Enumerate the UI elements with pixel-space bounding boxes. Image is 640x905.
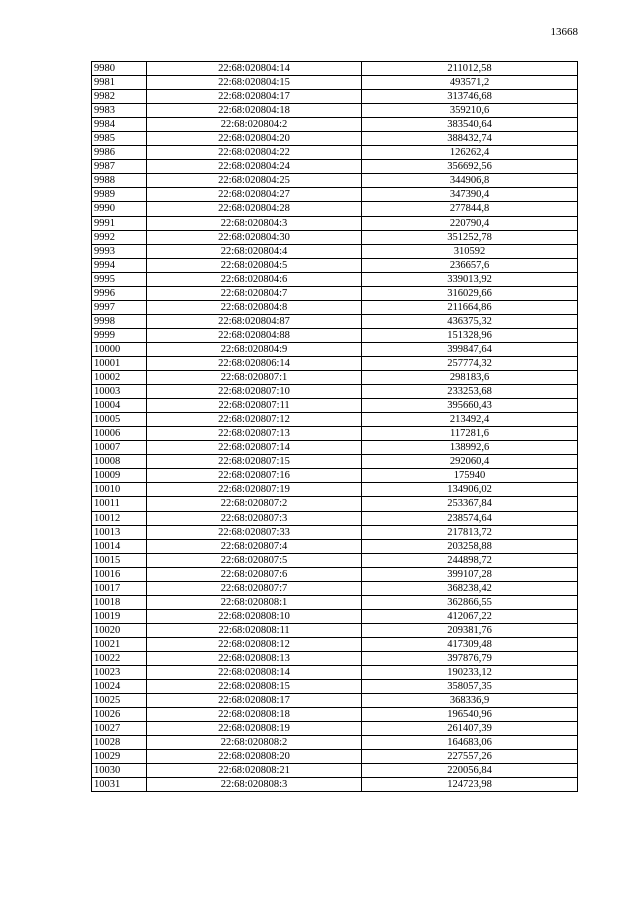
cadastral-value-cell: 436375,32 (362, 314, 578, 328)
row-number-cell: 10010 (92, 483, 147, 497)
cadastral-value-cell: 244898,72 (362, 553, 578, 567)
cadastral-value-cell: 236657,6 (362, 258, 578, 272)
cadastral-number-cell: 22:68:020807:11 (147, 399, 362, 413)
table-row (92, 694, 578, 708)
cadastral-number-cell: 22:68:020808:12 (147, 637, 362, 651)
row-number-cell: 10021 (92, 637, 147, 651)
table-row (92, 230, 578, 244)
cadastral-number-cell: 22:68:020807:15 (147, 455, 362, 469)
table-row (92, 455, 578, 469)
cadastral-value-cell: 368238,42 (362, 581, 578, 595)
cadastral-value-cell: 388432,74 (362, 132, 578, 146)
cadastral-value-cell: 203258,88 (362, 539, 578, 553)
table-row (92, 328, 578, 342)
cadastral-value-cell: 211664,86 (362, 300, 578, 314)
cadastral-value-cell: 175940 (362, 469, 578, 483)
cadastral-number-cell: 22:68:020808:14 (147, 666, 362, 680)
row-number-cell: 10007 (92, 441, 147, 455)
cadastral-value-cell: 358057,35 (362, 680, 578, 694)
table-row (92, 118, 578, 132)
cadastral-value-cell: 151328,96 (362, 328, 578, 342)
table-body (92, 62, 578, 792)
table-row (92, 300, 578, 314)
cadastral-number-cell: 22:68:020804:14 (147, 62, 362, 76)
row-number-cell: 10024 (92, 680, 147, 694)
cadastral-number-cell: 22:68:020804:5 (147, 258, 362, 272)
cadastral-number-cell: 22:68:020808:10 (147, 609, 362, 623)
row-number-cell: 9989 (92, 188, 147, 202)
cadastral-number-cell: 22:68:020808:21 (147, 764, 362, 778)
cadastral-value-cell: 257774,32 (362, 356, 578, 370)
cadastral-value-cell: 227557,26 (362, 750, 578, 764)
cadastral-number-cell: 22:68:020807:14 (147, 441, 362, 455)
table-row (92, 497, 578, 511)
table-row (92, 202, 578, 216)
row-number-cell: 10014 (92, 539, 147, 553)
cadastral-value-cell: 399107,28 (362, 567, 578, 581)
table-row (92, 174, 578, 188)
table-row (92, 736, 578, 750)
cadastral-number-cell: 22:68:020807:3 (147, 511, 362, 525)
row-number-cell: 10023 (92, 666, 147, 680)
cadastral-number-cell: 22:68:020807:13 (147, 427, 362, 441)
cadastral-value-table (91, 61, 578, 792)
row-number-cell: 10011 (92, 497, 147, 511)
table-row (92, 356, 578, 370)
cadastral-value-cell: 261407,39 (362, 722, 578, 736)
cadastral-value-cell: 117281,6 (362, 427, 578, 441)
cadastral-value-cell: 238574,64 (362, 511, 578, 525)
cadastral-value-cell: 368336,9 (362, 694, 578, 708)
table-row (92, 413, 578, 427)
table-row (92, 342, 578, 356)
cadastral-number-cell: 22:68:020808:2 (147, 736, 362, 750)
cadastral-value-cell: 253367,84 (362, 497, 578, 511)
cadastral-number-cell: 22:68:020804:7 (147, 286, 362, 300)
table-row (92, 314, 578, 328)
cadastral-number-cell: 22:68:020808:15 (147, 680, 362, 694)
row-number-cell: 10006 (92, 427, 147, 441)
table-row (92, 132, 578, 146)
table-row (92, 750, 578, 764)
cadastral-value-cell: 362866,55 (362, 595, 578, 609)
row-number-cell: 9984 (92, 118, 147, 132)
row-number-cell: 10016 (92, 567, 147, 581)
cadastral-value-cell: 196540,96 (362, 708, 578, 722)
cadastral-value-cell: 356692,56 (362, 160, 578, 174)
row-number-cell: 10000 (92, 342, 147, 356)
table-row (92, 651, 578, 665)
table-row (92, 188, 578, 202)
cadastral-number-cell: 22:68:020808:3 (147, 778, 362, 792)
cadastral-number-cell: 22:68:020804:88 (147, 328, 362, 342)
row-number-cell: 9983 (92, 104, 147, 118)
cadastral-value-cell: 220790,4 (362, 216, 578, 230)
row-number-cell: 10015 (92, 553, 147, 567)
cadastral-value-cell: 339013,92 (362, 272, 578, 286)
row-number-cell: 10019 (92, 609, 147, 623)
row-number-cell: 10018 (92, 595, 147, 609)
row-number-cell: 9980 (92, 62, 147, 76)
cadastral-number-cell: 22:68:020807:4 (147, 539, 362, 553)
table-row (92, 666, 578, 680)
cadastral-number-cell: 22:68:020807:5 (147, 553, 362, 567)
cadastral-number-cell: 22:68:020808:17 (147, 694, 362, 708)
table-row (92, 483, 578, 497)
table-row (92, 160, 578, 174)
cadastral-number-cell: 22:68:020808:19 (147, 722, 362, 736)
row-number-cell: 9993 (92, 244, 147, 258)
cadastral-value-cell: 397876,79 (362, 651, 578, 665)
table-row (92, 385, 578, 399)
cadastral-number-cell: 22:68:020804:3 (147, 216, 362, 230)
cadastral-number-cell: 22:68:020804:4 (147, 244, 362, 258)
cadastral-value-cell: 124723,98 (362, 778, 578, 792)
row-number-cell: 10004 (92, 399, 147, 413)
row-number-cell: 9994 (92, 258, 147, 272)
table-row (92, 286, 578, 300)
table-row (92, 539, 578, 553)
cadastral-number-cell: 22:68:020807:6 (147, 567, 362, 581)
row-number-cell: 10025 (92, 694, 147, 708)
row-number-cell: 10027 (92, 722, 147, 736)
cadastral-value-cell: 134906,02 (362, 483, 578, 497)
cadastral-value-cell: 209381,76 (362, 623, 578, 637)
cadastral-number-cell: 22:68:020804:17 (147, 90, 362, 104)
row-number-cell: 9991 (92, 216, 147, 230)
cadastral-number-cell: 22:68:020808:20 (147, 750, 362, 764)
cadastral-value-cell: 277844,8 (362, 202, 578, 216)
cadastral-number-cell: 22:68:020807:2 (147, 497, 362, 511)
row-number-cell: 10028 (92, 736, 147, 750)
cadastral-number-cell: 22:68:020807:7 (147, 581, 362, 595)
table-row (92, 62, 578, 76)
cadastral-number-cell: 22:68:020808:11 (147, 623, 362, 637)
table-row (92, 609, 578, 623)
table-row (92, 680, 578, 694)
row-number-cell: 10026 (92, 708, 147, 722)
row-number-cell: 9990 (92, 202, 147, 216)
cadastral-number-cell: 22:68:020804:28 (147, 202, 362, 216)
row-number-cell: 10022 (92, 651, 147, 665)
cadastral-number-cell: 22:68:020807:10 (147, 385, 362, 399)
table-row (92, 637, 578, 651)
cadastral-value-cell: 344906,8 (362, 174, 578, 188)
cadastral-value-cell: 298183,6 (362, 371, 578, 385)
cadastral-number-cell: 22:68:020804:6 (147, 272, 362, 286)
row-number-cell: 9992 (92, 230, 147, 244)
cadastral-value-cell: 417309,48 (362, 637, 578, 651)
row-number-cell: 10013 (92, 525, 147, 539)
table-row (92, 90, 578, 104)
table-row (92, 722, 578, 736)
cadastral-value-cell: 126262,4 (362, 146, 578, 160)
row-number-cell: 10008 (92, 455, 147, 469)
table-row (92, 623, 578, 637)
cadastral-value-cell: 412067,22 (362, 609, 578, 623)
cadastral-number-cell: 22:68:020804:24 (147, 160, 362, 174)
row-number-cell: 9985 (92, 132, 147, 146)
row-number-cell: 9982 (92, 90, 147, 104)
row-number-cell: 9999 (92, 328, 147, 342)
cadastral-value-cell: 190233,12 (362, 666, 578, 680)
table-row (92, 595, 578, 609)
table-row (92, 76, 578, 90)
table-row (92, 553, 578, 567)
cadastral-number-cell: 22:68:020807:33 (147, 525, 362, 539)
row-number-cell: 9998 (92, 314, 147, 328)
cadastral-number-cell: 22:68:020808:1 (147, 595, 362, 609)
table-row (92, 146, 578, 160)
cadastral-number-cell: 22:68:020807:1 (147, 371, 362, 385)
cadastral-number-cell: 22:68:020804:2 (147, 118, 362, 132)
cadastral-value-cell: 313746,68 (362, 90, 578, 104)
cadastral-number-cell: 22:68:020804:18 (147, 104, 362, 118)
table-row (92, 708, 578, 722)
cadastral-value-cell: 395660,43 (362, 399, 578, 413)
row-number-cell: 9988 (92, 174, 147, 188)
cadastral-number-cell: 22:68:020807:16 (147, 469, 362, 483)
cadastral-number-cell: 22:68:020804:20 (147, 132, 362, 146)
cadastral-number-cell: 22:68:020804:9 (147, 342, 362, 356)
cadastral-value-cell: 383540,64 (362, 118, 578, 132)
table-row (92, 399, 578, 413)
table-row (92, 244, 578, 258)
cadastral-value-cell: 351252,78 (362, 230, 578, 244)
row-number-cell: 10031 (92, 778, 147, 792)
table-row (92, 778, 578, 792)
table-row (92, 764, 578, 778)
cadastral-number-cell: 22:68:020804:27 (147, 188, 362, 202)
cadastral-value-cell: 316029,66 (362, 286, 578, 300)
cadastral-value-cell: 211012,58 (362, 62, 578, 76)
table-row (92, 511, 578, 525)
table-row (92, 272, 578, 286)
cadastral-number-cell: 22:68:020808:13 (147, 651, 362, 665)
row-number-cell: 10002 (92, 371, 147, 385)
row-number-cell: 10020 (92, 623, 147, 637)
row-number-cell: 10001 (92, 356, 147, 370)
cadastral-value-cell: 220056,84 (362, 764, 578, 778)
row-number-cell: 10012 (92, 511, 147, 525)
table-row (92, 371, 578, 385)
table-row (92, 567, 578, 581)
row-number-cell: 10009 (92, 469, 147, 483)
cadastral-value-cell: 359210,6 (362, 104, 578, 118)
cadastral-value-cell: 217813,72 (362, 525, 578, 539)
cadastral-value-cell: 347390,4 (362, 188, 578, 202)
cadastral-number-cell: 22:68:020807:12 (147, 413, 362, 427)
cadastral-value-cell: 292060,4 (362, 455, 578, 469)
cadastral-value-cell: 399847,64 (362, 342, 578, 356)
cadastral-value-cell: 310592 (362, 244, 578, 258)
row-number-cell: 9996 (92, 286, 147, 300)
cadastral-number-cell: 22:68:020804:8 (147, 300, 362, 314)
row-number-cell: 10029 (92, 750, 147, 764)
cadastral-number-cell: 22:68:020807:19 (147, 483, 362, 497)
table-row (92, 525, 578, 539)
row-number-cell: 9997 (92, 300, 147, 314)
cadastral-number-cell: 22:68:020808:18 (147, 708, 362, 722)
row-number-cell: 9987 (92, 160, 147, 174)
page-number: 13668 (550, 26, 578, 38)
cadastral-value-cell: 138992,6 (362, 441, 578, 455)
cadastral-number-cell: 22:68:020804:25 (147, 174, 362, 188)
row-number-cell: 10030 (92, 764, 147, 778)
cadastral-value-cell: 493571,2 (362, 76, 578, 90)
cadastral-value-cell: 213492,4 (362, 413, 578, 427)
table-row (92, 469, 578, 483)
table-row (92, 427, 578, 441)
row-number-cell: 10005 (92, 413, 147, 427)
cadastral-number-cell: 22:68:020806:14 (147, 356, 362, 370)
table-row (92, 104, 578, 118)
row-number-cell: 9986 (92, 146, 147, 160)
cadastral-value-cell: 233253,68 (362, 385, 578, 399)
cadastral-number-cell: 22:68:020804:15 (147, 76, 362, 90)
table-row (92, 581, 578, 595)
cadastral-number-cell: 22:68:020804:30 (147, 230, 362, 244)
table-row (92, 216, 578, 230)
row-number-cell: 10017 (92, 581, 147, 595)
cadastral-number-cell: 22:68:020804:87 (147, 314, 362, 328)
table-row (92, 258, 578, 272)
cadastral-value-cell: 164683,06 (362, 736, 578, 750)
table-row (92, 441, 578, 455)
cadastral-number-cell: 22:68:020804:22 (147, 146, 362, 160)
row-number-cell: 9995 (92, 272, 147, 286)
row-number-cell: 10003 (92, 385, 147, 399)
row-number-cell: 9981 (92, 76, 147, 90)
